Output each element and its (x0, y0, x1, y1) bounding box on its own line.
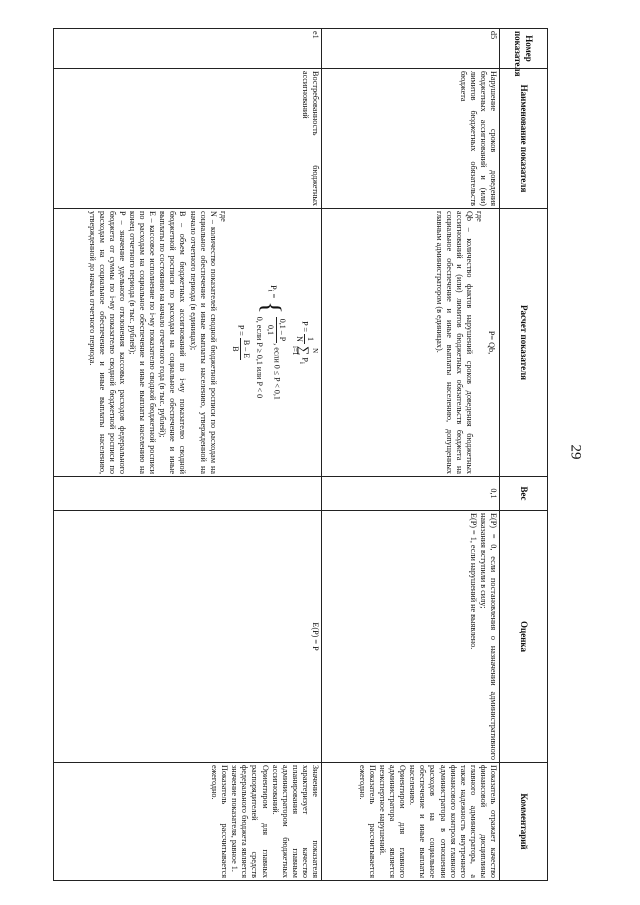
header-name: Наименование показателя (500, 69, 548, 209)
row-e1-score-line: E(P) = P (311, 622, 320, 651)
row-d5-comment-line: Ориентиром для главного администратора является неэкспертное нарушений. (377, 765, 408, 878)
row-e1-formula-b (230, 211, 251, 474)
case1-fraction (265, 317, 288, 343)
header-weight: Вес (500, 477, 548, 511)
row-e1-formula-pi (254, 211, 288, 474)
formula-main-sum (291, 346, 318, 355)
brace-symbol: { (257, 301, 286, 314)
table-header-row (500, 29, 548, 881)
row-d5-desc: Qb – количество фактов нарушений сроков доведения бюджетных ассигнований и (или) лимитов бюджетных обязательств бюджета на социальное обеспечение и иные выплаты населению, допущенных главным администратором (в единицах). (434, 211, 474, 474)
formula-b-fraction (230, 338, 251, 360)
formula-b-den: B (230, 346, 240, 352)
formula-main-n: N (295, 336, 304, 342)
case1-den: 0,1 (266, 324, 275, 335)
case1-num: 0,1 – P (278, 318, 287, 342)
case1-cond: , если 0 ≤ P < 0,1 (272, 343, 282, 400)
table-row-e1 (54, 29, 322, 881)
formula-b-left: P = (236, 324, 246, 336)
row-e1-calc (54, 209, 322, 477)
formula-main-one: 1 (304, 334, 315, 344)
table-row-d5 (322, 29, 500, 881)
formula-b-num: B – E (240, 338, 251, 360)
row-e1-where: где (218, 211, 228, 222)
row-d5-score-line: E(P) = 1, если нарушений не выявлено. (468, 513, 478, 650)
row-e1-comment-line: Показатель рассчитывается ежегодно. (210, 765, 230, 878)
header-score: Оценка (500, 511, 548, 763)
row-e1-desc-line: P – значение удельного отклонения кассовых расходов федерального бюджета от суммы по i-му показателю сводной бюджетной росписи по расходам на социальное обеспечение и иные выплаты населению, утвержденной до начала отчетного периода. (87, 211, 127, 474)
row-d5-score-line: E(P) = 0, если постановления о назначении административного наказания вступили в силу; (478, 513, 498, 760)
page-number: 29 (567, 444, 584, 460)
row-e1-desc-line: N – количество показателей сводной бюджетной росписи по расходам на социальное обеспечение и иные выплаты населению, утвержденной на начало отчетного периода (в единицах); (188, 211, 218, 474)
rotated-table-container (53, 28, 548, 880)
row-d5-where: где (474, 211, 484, 222)
row-e1-desc-line: B – объем бюджетных ассигнований по i-му показателю сводной бюджетной росписи по расходам на социальное обеспечение и иные выплаты по состоянию на начало отчетного года (в тыс. рублей); (158, 211, 188, 474)
row-d5-num: d5 (322, 29, 500, 69)
sigma-symbol: ∑ (297, 346, 312, 356)
formula-cases (254, 317, 288, 400)
row-e1-score (54, 511, 322, 763)
sum-top: N (311, 348, 319, 354)
formula-pi-left: $P_i$ = (266, 285, 278, 299)
row-d5-formula: P= Qb, (487, 330, 496, 355)
row-e1-comment (54, 763, 322, 881)
case2: 0, если P ≥ 0,1 или P < 0 (255, 316, 264, 399)
row-d5-calc (322, 209, 500, 477)
formula-main-left: P = (300, 321, 310, 333)
row-d5-comment-line: Показатель отражает качество финансовой дисциплины главного администратора, а также надежность внутреннего финансового контроля главного администратора в отношении расходов на социальное обеспечение и иные выплаты населению. (408, 765, 498, 878)
row-e1-weight (54, 477, 322, 511)
indicators-table (53, 28, 548, 881)
row-e1-name: Востребованность бюджетных ассигнований (54, 69, 322, 209)
formula-main-fraction (294, 334, 315, 344)
row-e1-desc-line: E – кассовое исполнение по i-му показателю сводной бюджетной росписи по расходам на социальное обеспечение и иные выплаты населению на конец отчетного периода (в тыс. рублей); (127, 211, 158, 474)
header-calc: Расчет показателя (500, 209, 548, 477)
header-num: Номер показателя (500, 29, 548, 69)
row-d5-comment (322, 763, 500, 881)
formula-main-sub: i (297, 361, 305, 364)
sum-bottom: i=1 (291, 345, 299, 356)
row-d5-weight: 0,1 (322, 477, 500, 511)
formula-main-term: P (300, 357, 310, 362)
row-e1-comment-line: Значение показателя характеризует качество планирования главным администратором бюджетных ассигнований. (270, 765, 320, 878)
row-e1-num: e1 (54, 29, 322, 69)
row-e1-comment-line: Ориентиром для главных распорядителей средств федерального бюджета является значение показателя, равное 1. (230, 765, 270, 878)
row-d5-score (322, 511, 500, 763)
header-comment: Комментарий (500, 763, 548, 881)
row-d5-comment-line: Показатель рассчитывается ежегодно. (357, 765, 377, 878)
row-e1-formula-main (291, 211, 318, 474)
row-d5-name: Нарушение сроков доведения бюджетных ассигнований и (или) лимитов бюджетных обязательств бюджета (322, 69, 500, 209)
